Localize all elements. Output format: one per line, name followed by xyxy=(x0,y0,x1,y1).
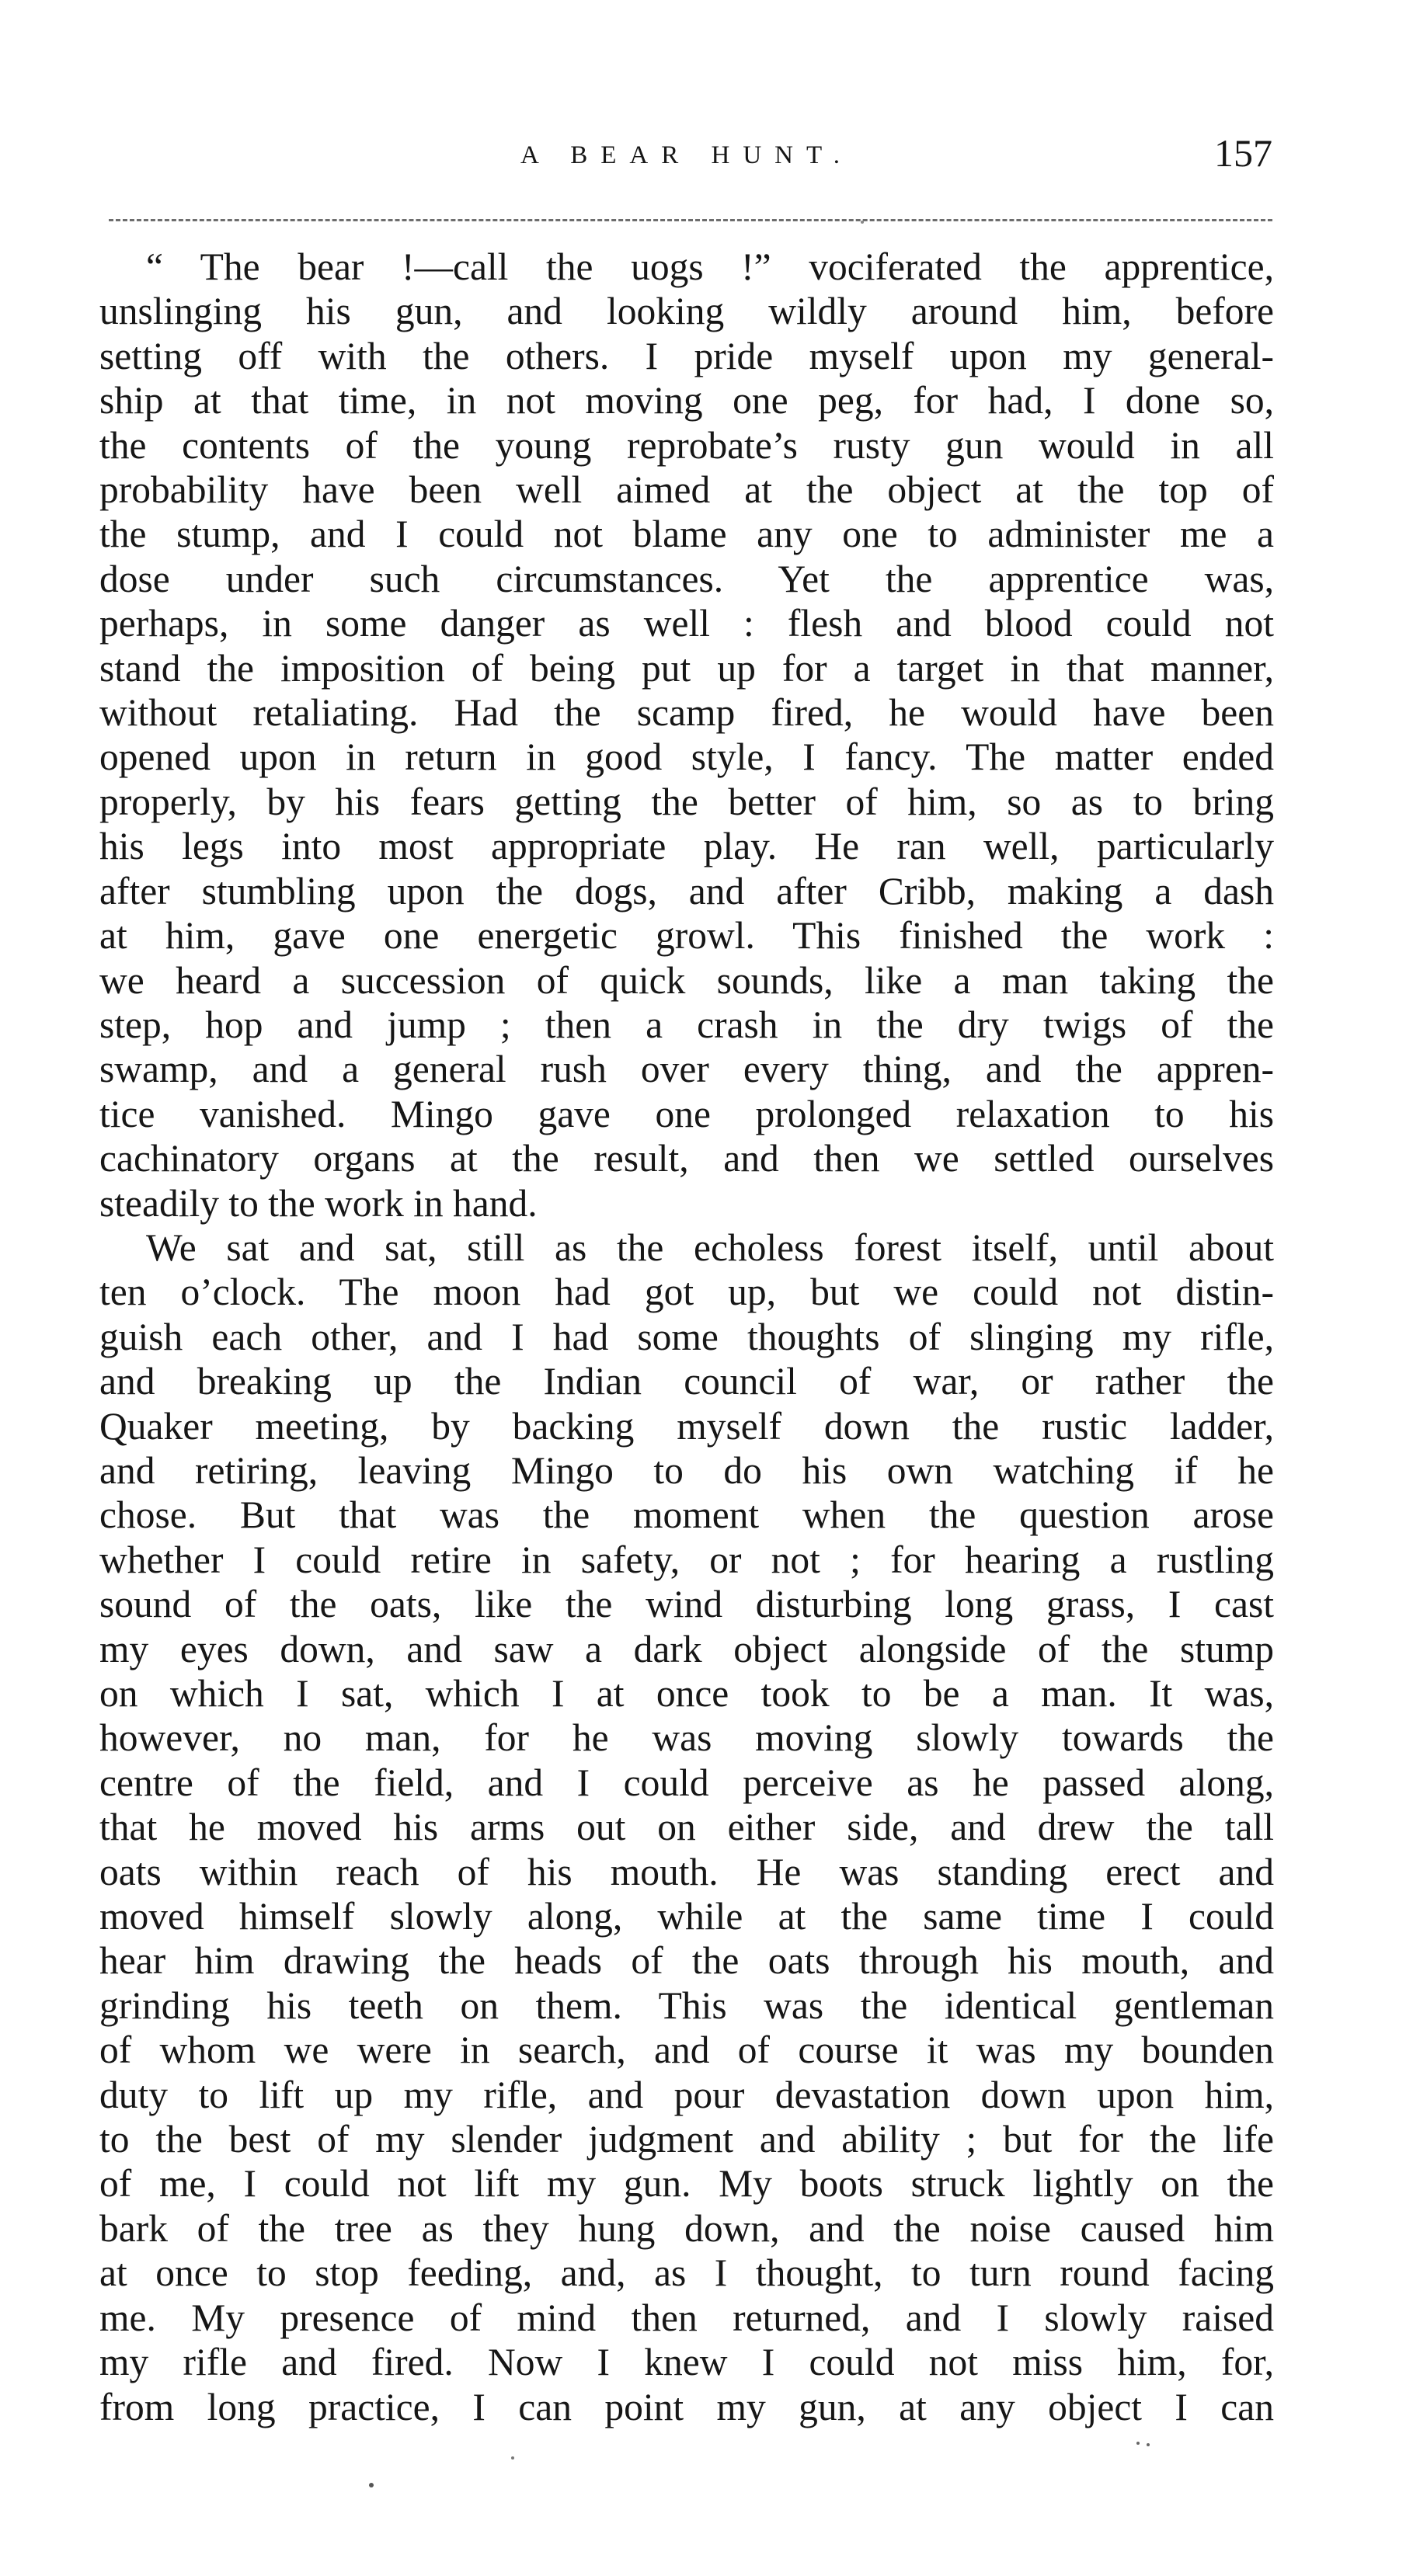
text-line: however, no man, for he was moving slowly towards the xyxy=(99,1716,1274,1760)
text-line: properly, by his fears getting the better of him, so as to bring xyxy=(99,780,1274,823)
text-line: ten o’clock. The moon had got up, but we could not distin- xyxy=(99,1271,1274,1314)
text-line: of whom we were in search, and of course it was my bounden xyxy=(99,2028,1274,2072)
text-line: from long practice, I can point my gun, at any object I can xyxy=(99,2385,1274,2428)
text-line: unslinging his gun, and looking wildly around him, before xyxy=(99,290,1274,333)
text-line: his legs into most appropriate play. He ran well, particularly xyxy=(99,825,1274,868)
text-line: oats within reach of his mouth. He was standing erect and xyxy=(99,1850,1274,1893)
text-line: ship at that time, in not moving one peg, for had, I done so, xyxy=(99,379,1274,422)
text-line: probability have been well aimed at the object at the top of xyxy=(99,468,1274,512)
text-line: we heard a succession of quick sounds, like a man taking the xyxy=(99,958,1274,1002)
text-line: and breaking up the Indian council of war, or rather the xyxy=(99,1360,1274,1403)
running-head xyxy=(101,130,1272,185)
text-line: my rifle and fired. Now I knew I could not miss him, for, xyxy=(99,2341,1274,2384)
text-line: that he moved his arms out on either side, and drew the tall xyxy=(99,1806,1274,1849)
text-line: perhaps, in some danger as well : flesh and blood could not xyxy=(99,602,1274,645)
text-line: after stumbling upon the dogs, and after Cribb, making a dash xyxy=(99,869,1274,913)
text-line: at him, gave one energetic growl. This finished the work : xyxy=(99,914,1274,958)
text-line: and retiring, leaving Mingo to do his own watching if he xyxy=(99,1448,1274,1492)
text-line: whether I could retire in safety, or not ; for hearing a rustling xyxy=(99,1538,1274,1581)
text-line: cachinatory organs at the result, and then we settled ourselves xyxy=(99,1137,1274,1180)
text-line: guish each other, and I had some thoughts of slinging my rifle, xyxy=(99,1315,1274,1358)
text-line: step, hop and jump ; then a crash in the dry twigs of the xyxy=(99,1003,1274,1046)
text-line: the contents of the young reprobate’s rusty gun would in all xyxy=(99,423,1274,467)
text-line: grinding his teeth on them. This was the identical gentleman xyxy=(99,1983,1274,2027)
text-line: of me, I could not lift my gun. My boots struck lightly on the xyxy=(99,2162,1274,2206)
text-line: my eyes down, and saw a dark object alongside of the stump xyxy=(99,1627,1274,1670)
page-number: 157 xyxy=(1214,131,1272,175)
text-line: opened upon in return in good style, I fancy. The matter ended xyxy=(99,735,1274,779)
text-line: chose. But that was the moment when the question arose xyxy=(99,1493,1274,1537)
text-line: Quaker meeting, by backing myself down the rustic ladder, xyxy=(99,1404,1274,1448)
text-line: dose under such circumstances. Yet the apprentice was, xyxy=(99,557,1274,600)
text-line: hear him drawing the heads of the oats through his mouth, and xyxy=(99,1939,1274,1983)
text-line: “ The bear !—call the uogs !” vociferated the apprentice, xyxy=(146,245,1274,288)
header-rule xyxy=(109,219,1272,221)
body-text xyxy=(99,245,1274,2429)
text-line: the stump, and I could not blame any one to administer me a xyxy=(99,513,1274,556)
text-line: bark of the tree as they hung down, and the noise caused him xyxy=(99,2206,1274,2250)
text-line: without retaliating. Had the scamp fired, he would have been xyxy=(99,691,1274,735)
text-line: at once to stop feeding, and, as I thought, to turn round facing xyxy=(99,2251,1274,2295)
text-line: We sat and sat, still as the echoless forest itself, until about xyxy=(146,1225,1274,1269)
text-line: setting off with the others. I pride myself upon my general- xyxy=(99,334,1274,377)
text-line: swamp, and a general rush over every thing, and the appren- xyxy=(99,1048,1274,1091)
text-line: steadily to the work in hand. xyxy=(99,1181,538,1225)
text-line: duty to lift up my rifle, and pour devastation down upon him, xyxy=(99,2073,1274,2116)
text-line: on which I sat, which I at once took to be a man. It was, xyxy=(99,1672,1274,1715)
text-line: sound of the oats, like the wind disturbing long grass, I cast xyxy=(99,1583,1274,1626)
text-line: tice vanished. Mingo gave one prolonged relaxation to his xyxy=(99,1092,1274,1135)
text-line: me. My presence of mind then returned, and I slowly raised xyxy=(99,2296,1274,2339)
text-line: to the best of my slender judgment and ability ; but for the life xyxy=(99,2118,1274,2161)
running-title: A BEAR HUNT. xyxy=(520,141,853,169)
text-line: moved himself slowly along, while at the same time I could xyxy=(99,1895,1274,1938)
text-line: stand the imposition of being put up for a target in that manner, xyxy=(99,646,1274,690)
text-line: centre of the field, and I could perceive as he passed along, xyxy=(99,1761,1274,1804)
